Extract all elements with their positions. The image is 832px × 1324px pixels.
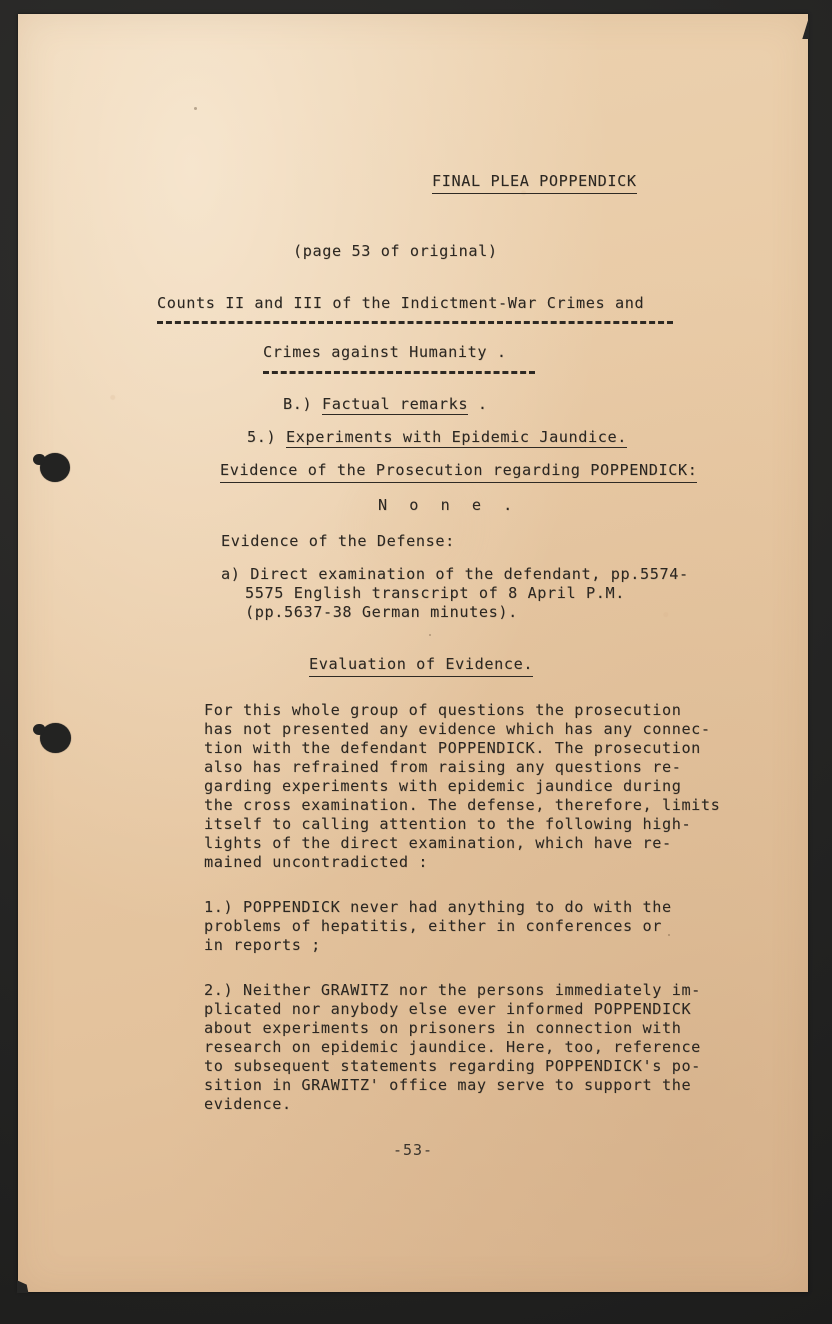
original-page-marker: (page 53 of original) bbox=[293, 242, 498, 260]
point-2-line-3: about experiments on prisoners in connection with bbox=[204, 1019, 682, 1037]
point-2-line-5: to subsequent statements regarding POPPENDICK's po- bbox=[204, 1057, 701, 1075]
item-5-number: 5.) bbox=[247, 428, 277, 446]
defense-item-a-line-2: 5575 English transcript of 8 April P.M. bbox=[245, 584, 626, 602]
prosecution-evidence-value: N o n e . bbox=[378, 496, 519, 514]
typed-document-body bbox=[18, 14, 808, 1292]
item-5-title: Experiments with Epidemic Jaundice. bbox=[285, 428, 628, 446]
counts-heading: Counts II and III of the Indictment-War Crimes and bbox=[157, 294, 645, 312]
section-b-trailing-period: . bbox=[477, 395, 488, 413]
point-1-line-2: problems of hepatitis, either in conferences or bbox=[204, 917, 662, 935]
page-number: -53- bbox=[392, 1141, 434, 1159]
evaluation-heading: Evaluation of Evidence. bbox=[309, 655, 533, 677]
body-paragraph-line-2: has not presented any evidence which has any connec- bbox=[204, 720, 711, 738]
point-2-line-2: plicated nor anybody else ever informed POPPENDICK bbox=[204, 1000, 692, 1018]
defense-item-a-line-3: (pp.5637-38 German minutes). bbox=[245, 603, 518, 621]
point-2-line-4: research on epidemic jaundice. Here, too, reference bbox=[204, 1038, 701, 1056]
body-paragraph-line-9: mained uncontradicted : bbox=[204, 853, 429, 871]
body-paragraph-line-3: tion with the defendant POPPENDICK. The prosecution bbox=[204, 739, 701, 757]
crimes-against-humanity-rule bbox=[263, 371, 535, 374]
point-1-line-1: 1.) POPPENDICK never had anything to do with the bbox=[204, 898, 672, 916]
section-b-title: Factual remarks bbox=[321, 395, 469, 413]
item-5-line bbox=[247, 428, 627, 448]
section-b-line bbox=[283, 395, 488, 415]
body-paragraph-line-5: garding experiments with epidemic jaundice during bbox=[204, 777, 682, 795]
point-2-line-1: 2.) Neither GRAWITZ nor the persons immediately im- bbox=[204, 981, 701, 999]
section-b-number: B.) bbox=[283, 395, 313, 413]
body-paragraph-line-4: also has refrained from raising any questions re- bbox=[204, 758, 682, 776]
body-paragraph-line-7: itself to calling attention to the following high- bbox=[204, 815, 692, 833]
body-paragraph-line-1: For this whole group of questions the prosecution bbox=[204, 701, 682, 719]
defense-evidence-heading: Evidence of the Defense: bbox=[221, 532, 455, 550]
point-2-line-6: sition in GRAWITZ' office may serve to support the bbox=[204, 1076, 692, 1094]
defense-item-a-line-1: a) Direct examination of the defendant, pp.5574- bbox=[221, 565, 689, 583]
counts-heading-rule bbox=[157, 321, 673, 324]
document-title: FINAL PLEA POPPENDICK bbox=[432, 172, 637, 194]
document-page bbox=[18, 14, 808, 1292]
point-2-line-7: evidence. bbox=[204, 1095, 292, 1113]
body-paragraph-line-6: the cross examination. The defense, therefore, limits bbox=[204, 796, 721, 814]
crimes-against-humanity-heading: Crimes against Humanity . bbox=[263, 343, 507, 361]
body-paragraph-line-8: lights of the direct examination, which have re- bbox=[204, 834, 672, 852]
point-1-line-3: in reports ; bbox=[204, 936, 321, 954]
prosecution-evidence-heading: Evidence of the Prosecution regarding POPPENDICK: bbox=[220, 461, 697, 483]
